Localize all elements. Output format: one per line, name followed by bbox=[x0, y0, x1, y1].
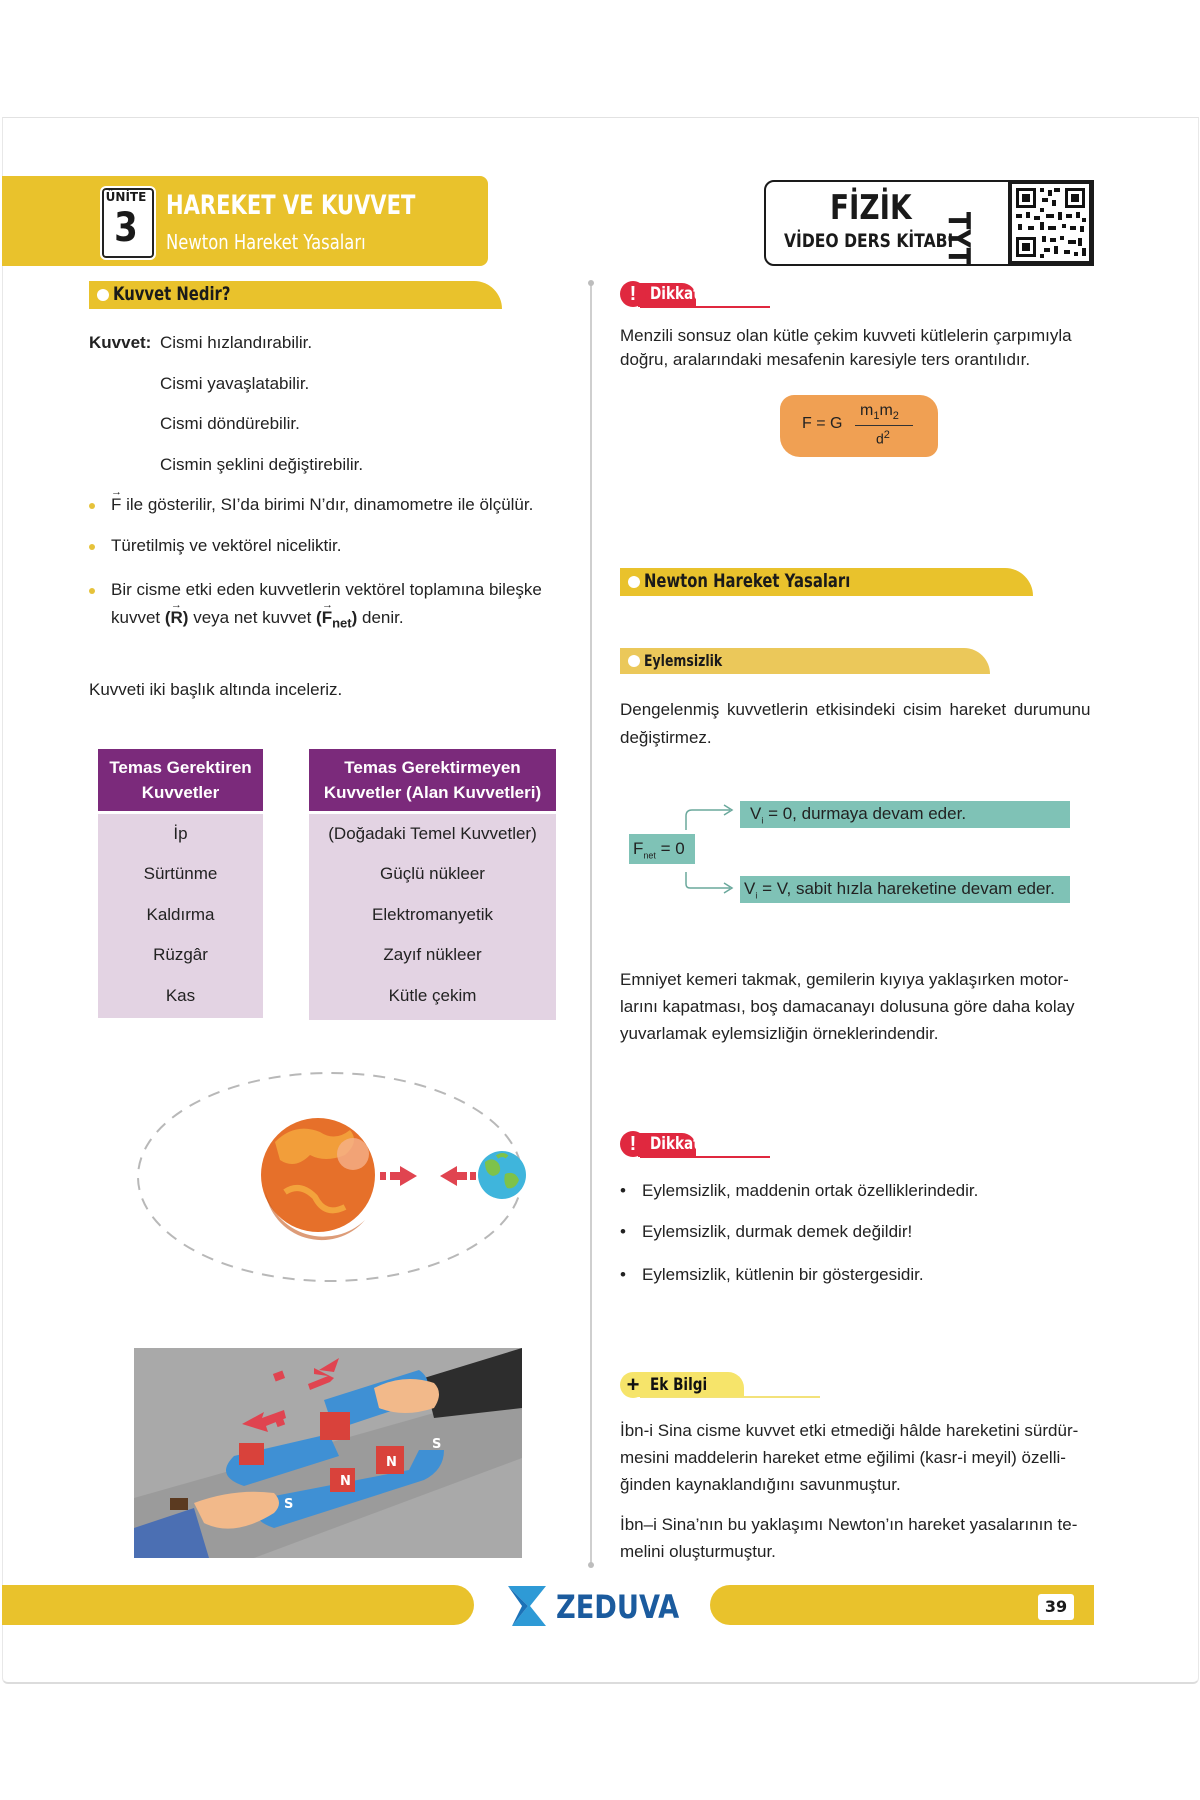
table-cell: Zayıf nükleer bbox=[383, 945, 482, 964]
ek-bilgi-text-line: melini oluşturmuştur. bbox=[620, 1542, 776, 1561]
vector-arrow-icon: → bbox=[170, 599, 182, 611]
magnet-pole bbox=[320, 1412, 350, 1440]
ek-bilgi-text-line: ğinden kaynaklandığını savunmuştur. bbox=[620, 1475, 901, 1494]
examples-text-line: larını kapatması, boş damacanayı dolusuna göre daha kolay bbox=[620, 997, 1075, 1016]
table-cell: Kütle çekim bbox=[388, 986, 477, 1005]
gravity-arrow-icon bbox=[380, 1166, 417, 1186]
dikkat-bullet: Eylemsizlik, maddenin ortak özelliklerindedir. bbox=[642, 1181, 979, 1200]
table-cell: İp bbox=[173, 824, 188, 843]
sleeve bbox=[424, 1348, 522, 1418]
column-divider bbox=[590, 282, 592, 1564]
table-body bbox=[98, 814, 263, 1018]
brand-title: FİZİK bbox=[830, 188, 912, 228]
bullet-dot-icon bbox=[628, 576, 640, 588]
case-at-rest-box bbox=[740, 801, 1070, 828]
brand-subtitle: VİDEO DERS KİTABI bbox=[784, 230, 954, 252]
magnet-pole bbox=[239, 1443, 264, 1465]
magnets-illustration bbox=[134, 1348, 522, 1558]
intro-text: Kuvveti iki başlık altında inceleriz. bbox=[89, 680, 343, 699]
dikkat-bullet: Eylemsizlik, kütlenin bir göstergesidir. bbox=[642, 1265, 924, 1284]
bullet-item-line: Bir cisme etki eden kuvvetlerin vektörel toplamına bileşke bbox=[111, 580, 542, 599]
dikkat-label: Dikkat bbox=[650, 284, 700, 304]
table-cell: Sürtünme bbox=[143, 864, 218, 883]
magnet-label: S bbox=[284, 1497, 294, 1512]
case-constant-velocity-text bbox=[744, 879, 1055, 900]
unit-number: 3 bbox=[114, 205, 138, 251]
divider-dot bbox=[588, 280, 594, 286]
text: m bbox=[860, 402, 874, 419]
subscript: i bbox=[755, 890, 758, 901]
table-cell: Güçlü nükleer bbox=[380, 864, 485, 883]
formula-lhs: F = G bbox=[802, 415, 843, 432]
table-header-line: Kuvvetler bbox=[141, 783, 220, 802]
vector-f bbox=[111, 486, 122, 514]
case-constant-velocity-box bbox=[740, 876, 1070, 903]
vector-arrow-icon: → bbox=[111, 486, 122, 498]
case-at-rest-text bbox=[750, 804, 966, 825]
formula-box bbox=[780, 395, 938, 457]
eylemsizlik-text-line: değiştirmez. bbox=[620, 728, 712, 747]
footer-bar-right bbox=[710, 1585, 1094, 1625]
text: V bbox=[744, 879, 756, 898]
bullet-dot-icon bbox=[97, 289, 109, 301]
page-number: 39 bbox=[1038, 1594, 1074, 1620]
dikkat-heading bbox=[620, 1131, 770, 1161]
definition-item: Cismi hızlandırabilir. bbox=[160, 333, 313, 352]
section-title: Kuvvet Nedir? bbox=[113, 283, 231, 305]
fnet-label bbox=[633, 839, 685, 860]
divider-dot bbox=[588, 1562, 594, 1568]
text: V bbox=[750, 804, 762, 823]
magnet-label: N bbox=[386, 1455, 397, 1470]
watch-icon bbox=[170, 1498, 188, 1510]
bullet-icon bbox=[89, 588, 95, 594]
qr-code-icon[interactable] bbox=[1008, 180, 1093, 265]
dikkat-bullet-marker: • bbox=[620, 1265, 626, 1284]
exclamation-icon: ! bbox=[620, 281, 646, 307]
dikkat-bullet-marker: • bbox=[620, 1222, 626, 1241]
text: ) bbox=[351, 608, 358, 627]
footer-bar-left bbox=[2, 1585, 474, 1625]
text: = 0 bbox=[655, 839, 685, 858]
formula-numerator bbox=[860, 402, 899, 422]
subsection-title: Eylemsizlik bbox=[644, 651, 723, 670]
plus-icon: + bbox=[620, 1372, 646, 1398]
examples-text-line: Emniyet kemeri takmak, gemilerin kıyıya yaklaşırken motor- bbox=[620, 970, 1069, 989]
magnet-label: S bbox=[432, 1437, 442, 1452]
gravity-text-line: Menzili sonsuz olan kütle çekim kuvveti kütlelerin çarpımıyla bbox=[620, 326, 1072, 345]
noncontact-forces-table bbox=[309, 749, 556, 1021]
table-header-line: Kuvvetler (Alan Kuvvetleri) bbox=[323, 783, 542, 802]
fraction-bar bbox=[855, 425, 913, 426]
dikkat-label: Dikkat bbox=[650, 1134, 700, 1154]
bullet-icon bbox=[89, 503, 95, 509]
branch-arrows bbox=[680, 800, 740, 900]
brand-exam-label: TYT bbox=[940, 211, 976, 266]
table-cell: Kaldırma bbox=[146, 905, 215, 924]
table-header bbox=[98, 749, 263, 811]
vector-r bbox=[164, 599, 189, 627]
dikkat-heading bbox=[620, 281, 770, 311]
gravity-text-line: doğru, aralarındaki mesafenin karesiyle ters orantılıdır. bbox=[620, 350, 1031, 369]
bullet-item bbox=[111, 486, 534, 515]
planet-icon bbox=[261, 1118, 375, 1240]
planet-gravity-illustration bbox=[125, 1062, 535, 1292]
ek-bilgi-text-line: İbn-i Sina cisme kuvvet etki etmediği hâlde hareketini sürdür- bbox=[620, 1421, 1079, 1440]
table-cell: Rüzgâr bbox=[153, 945, 208, 964]
bullet-dot-icon bbox=[628, 655, 640, 667]
table-cell: Kas bbox=[165, 986, 196, 1005]
unit-subtitle: Newton Hareket Yasaları bbox=[166, 230, 366, 254]
magnet-label: N bbox=[340, 1474, 351, 1489]
text: d bbox=[876, 430, 884, 447]
contact-forces-table bbox=[98, 749, 263, 1019]
bullet-icon bbox=[89, 544, 95, 550]
subscript: net bbox=[643, 850, 656, 861]
bullet-item-line bbox=[111, 599, 404, 631]
table-header bbox=[309, 749, 556, 811]
section-heading-newton bbox=[620, 568, 1033, 596]
table-cell: (Doğadaki Temel Kuvvetler) bbox=[328, 824, 537, 843]
table-cell: Elektromanyetik bbox=[372, 905, 493, 924]
text: F bbox=[633, 839, 644, 858]
subscript: i bbox=[761, 815, 764, 826]
text: denir. bbox=[357, 608, 404, 627]
unit-label: ÜNİTE bbox=[105, 190, 147, 204]
subsection-heading-eylemsizlik bbox=[620, 648, 990, 674]
definition-label: Kuvvet: bbox=[89, 333, 152, 352]
table-header-line: Temas Gerektiren bbox=[109, 758, 252, 777]
vector-fnet bbox=[316, 599, 358, 631]
dikkat-bullet-marker: • bbox=[620, 1181, 626, 1200]
definition-item: Cismi yavaşlatabilir. bbox=[160, 374, 310, 393]
text: = 0, durmaya devam eder. bbox=[763, 804, 967, 823]
table-header-line: Temas Gerektirmeyen bbox=[344, 758, 521, 777]
unit-title: HAREKET VE KUVVET bbox=[166, 190, 416, 221]
text: veya net kuvvet bbox=[188, 608, 317, 627]
examples-text-line: yuvarlamak eylemsizliğin örneklerindendir. bbox=[620, 1024, 939, 1043]
text: m bbox=[879, 402, 893, 419]
subscript: net bbox=[332, 615, 352, 631]
eylemsizlik-text-line: Dengelenmiş kuvvetlerin etkisindeki cisim hareket durumunu bbox=[620, 700, 1091, 719]
subscript: 2 bbox=[892, 410, 899, 423]
subscript: 1 bbox=[873, 410, 880, 423]
hand bbox=[374, 1379, 439, 1413]
zeduva-logo-icon bbox=[508, 1586, 550, 1626]
section-heading-kuvvet-nedir bbox=[89, 281, 502, 309]
superscript: 2 bbox=[883, 429, 890, 441]
dikkat-bullet: Eylemsizlik, durmak demek değildir! bbox=[642, 1222, 913, 1241]
bullet-text: ile gösterilir, SI’da birimi N’dır, dinamometre ile ölçülür. bbox=[121, 495, 534, 514]
vector-arrow-icon: → bbox=[322, 599, 334, 611]
logo-text: ZEDUVA bbox=[556, 1588, 680, 1626]
ek-bilgi-label: Ek Bilgi bbox=[650, 1375, 708, 1395]
exclamation-icon: ! bbox=[620, 1131, 646, 1157]
section-title: Newton Hareket Yasaları bbox=[644, 570, 851, 592]
definition-item: Cismi döndürebilir. bbox=[160, 414, 300, 433]
bullet-item: Türetilmiş ve vektörel niceliktir. bbox=[111, 536, 342, 555]
table-body bbox=[309, 814, 556, 1020]
vector-symbol: (R) bbox=[164, 608, 189, 627]
gravity-arrow-icon bbox=[440, 1166, 476, 1186]
ek-bilgi-text-line: mesini maddelerin hareket etme eğilimi (kasr-i meyil) özelli- bbox=[620, 1448, 1066, 1467]
text: = V, sabit hızla hareketine devam eder. bbox=[757, 879, 1055, 898]
ek-bilgi-heading bbox=[620, 1370, 800, 1400]
formula-denominator bbox=[876, 429, 890, 447]
vector-symbol: F bbox=[111, 495, 122, 514]
text: kuvvet bbox=[111, 608, 165, 627]
ek-bilgi-text-line: İbn–i Sina’nın bu yaklaşımı Newton’ın hareket yasalarının te- bbox=[620, 1515, 1078, 1534]
vector-symbol: (F bbox=[316, 608, 333, 627]
definition-item: Cismin şeklini değiştirebilir. bbox=[160, 455, 364, 474]
earth-icon bbox=[478, 1151, 526, 1199]
